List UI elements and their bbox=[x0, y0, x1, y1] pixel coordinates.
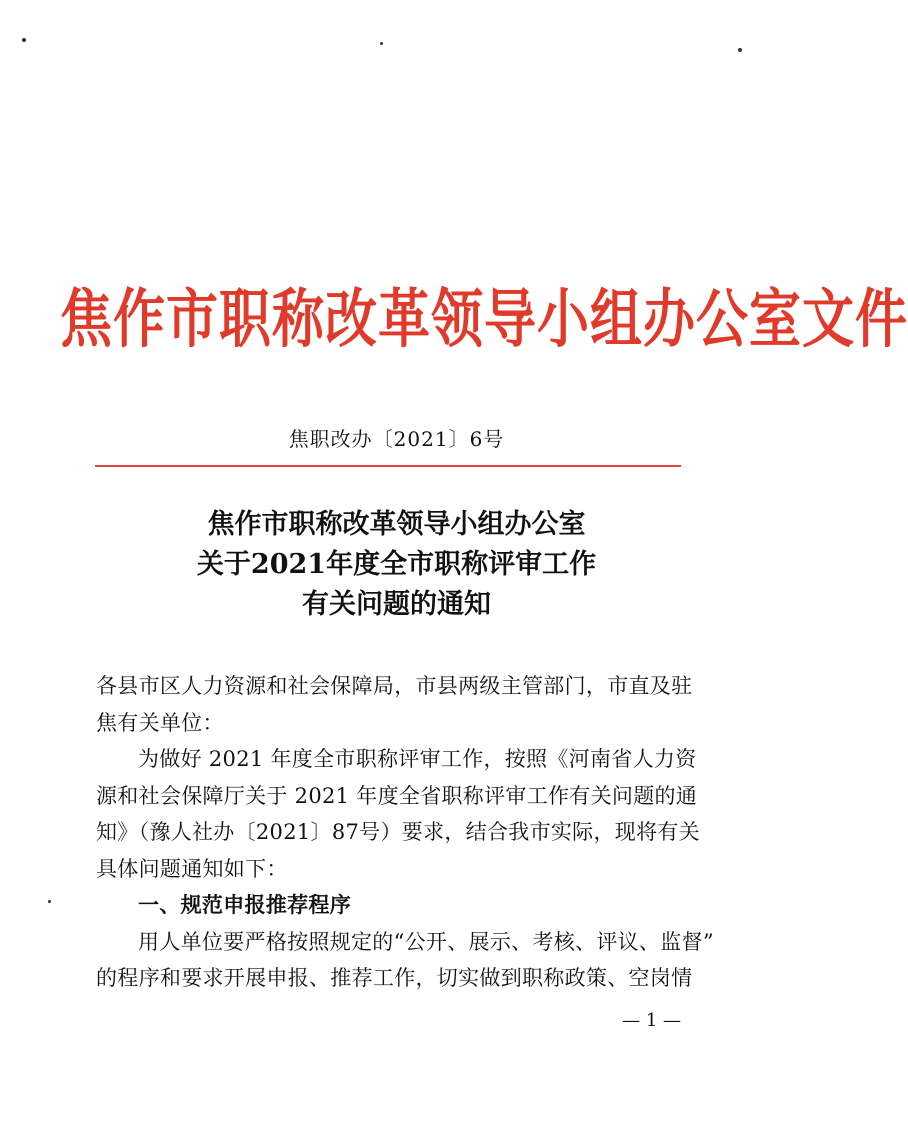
section-heading: 一、规范申报推荐程序 bbox=[138, 893, 351, 917]
scan-speck bbox=[48, 900, 51, 903]
title-line: 关于2021年度全市职称评审工作 bbox=[196, 549, 597, 580]
title-line: 有关问题的通知 bbox=[302, 589, 491, 620]
scan-speck bbox=[380, 42, 383, 45]
intro-line: 为做好 2021 年度全市职称评审工作，按照《河南省人力资 bbox=[138, 747, 697, 771]
intro-line: 知》（豫人社办〔2021〕87号）要求，结合我市实际，现将有关 bbox=[96, 820, 700, 844]
scan-speck bbox=[22, 38, 26, 42]
issuer-red-header: 焦作市职称改革领导小组办公室文件 bbox=[60, 283, 908, 358]
intro-line: 源和社会保障厅关于 2021 年度全省职称评审工作有关问题的通 bbox=[96, 783, 698, 808]
section-line: 的程序和要求开展申报、推荐工作，切实做到职称政策、空岗情 bbox=[96, 966, 693, 990]
page-number: — 1 — bbox=[622, 1010, 681, 1031]
notice-title bbox=[0, 505, 793, 625]
notice-body bbox=[96, 668, 714, 997]
red-divider-line bbox=[95, 465, 681, 467]
addressee-line: 焦有关单位： bbox=[96, 710, 224, 735]
scan-speck bbox=[738, 48, 742, 52]
document-number: 焦职改办〔2021〕6号 bbox=[288, 427, 505, 451]
intro-line: 具体问题通知如下： bbox=[96, 856, 288, 881]
title-line: 焦作市职称改革领导小组办公室 bbox=[207, 509, 586, 540]
addressee-line: 各县市区人力资源和社会保障局，市县两级主管部门，市直及驻 bbox=[96, 674, 693, 698]
section-line: 用人单位要严格按照规定的“公开、展示、考核、评议、监督” bbox=[138, 929, 714, 954]
